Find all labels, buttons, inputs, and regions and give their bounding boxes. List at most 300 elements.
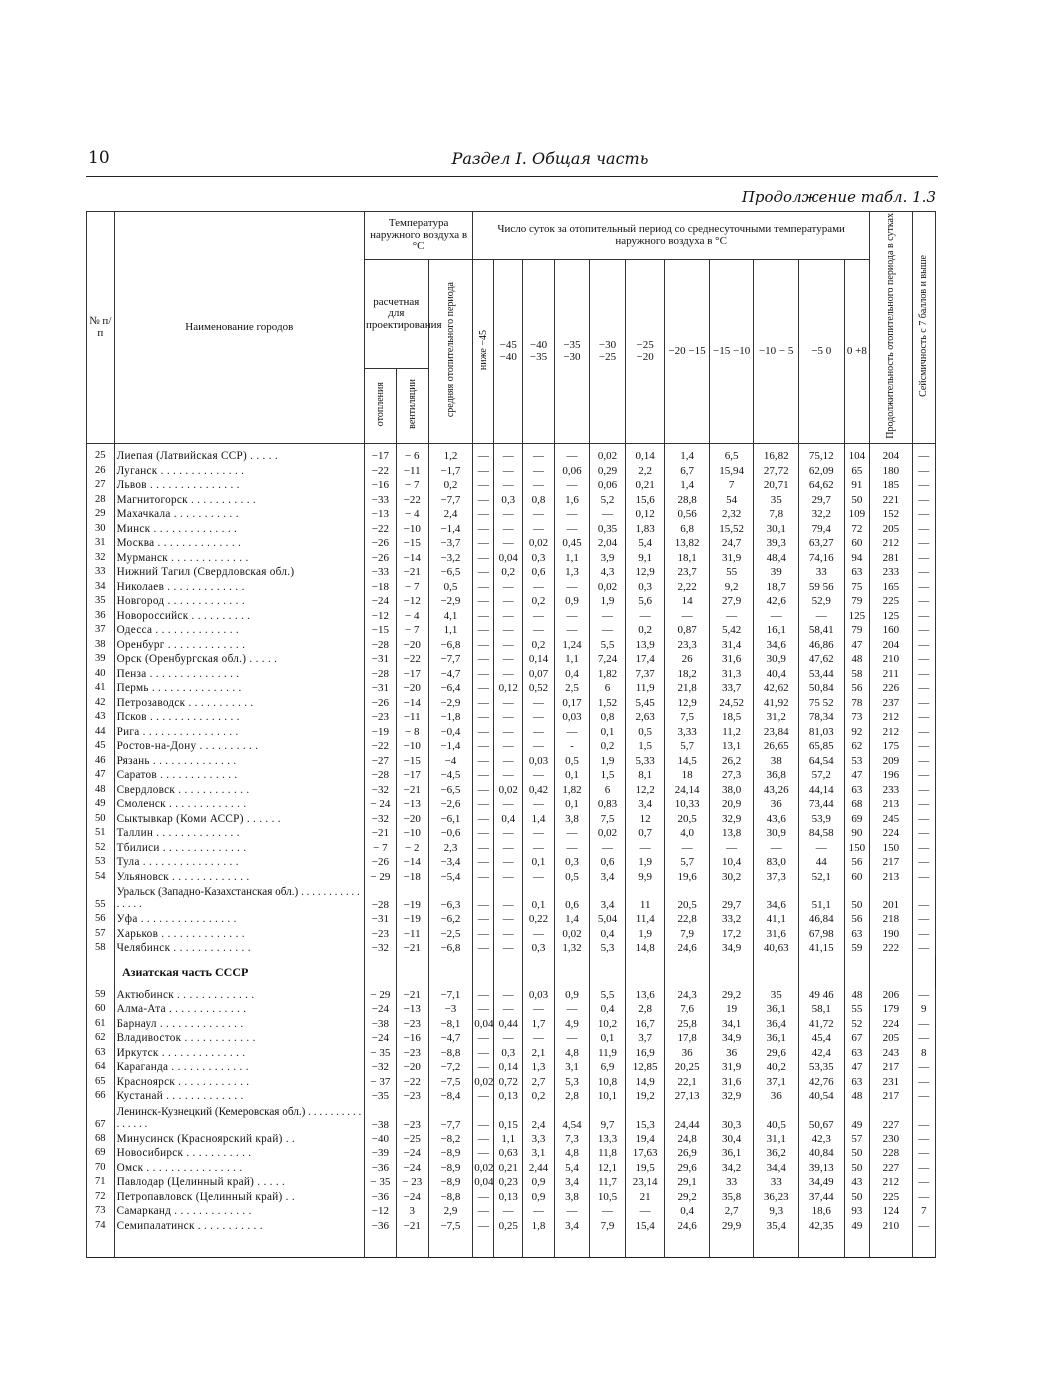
data-cell: −22 xyxy=(365,522,397,537)
data-cell: 59 56 xyxy=(798,580,844,595)
data-cell: — xyxy=(473,988,494,1003)
data-cell: 7 xyxy=(912,1204,935,1219)
data-cell: 3,1 xyxy=(523,1146,555,1161)
data-cell: 3,4 xyxy=(554,1175,589,1190)
data-cell: — xyxy=(494,988,523,1003)
data-cell: 75,12 xyxy=(798,444,844,464)
data-cell: — xyxy=(494,754,523,769)
data-cell: — xyxy=(554,725,589,740)
data-cell: −33 xyxy=(365,493,397,508)
table-row xyxy=(87,565,936,580)
data-cell: −20 xyxy=(396,681,428,696)
data-cell: 233 xyxy=(870,783,912,798)
data-cell: 0,14 xyxy=(494,1060,523,1075)
data-cell: 0,8 xyxy=(523,493,555,508)
data-cell: — xyxy=(589,623,625,638)
data-cell: −22 xyxy=(396,652,428,667)
data-cell: −8,2 xyxy=(428,1132,473,1147)
data-cell: 35 xyxy=(754,493,799,508)
data-cell: — xyxy=(494,507,523,522)
data-cell: 0,9 xyxy=(554,594,589,609)
data-cell: 2,7 xyxy=(709,1204,754,1219)
data-cell: 63 xyxy=(844,783,870,798)
data-cell: 0,4 xyxy=(589,1002,625,1017)
data-cell: — xyxy=(912,797,935,812)
data-cell: — xyxy=(912,507,935,522)
city-name: Новгород . . . . . . . . . . . . . xyxy=(114,594,364,609)
row-number: 56 xyxy=(87,912,115,927)
data-cell: 79,4 xyxy=(798,522,844,537)
data-cell: 65 xyxy=(844,464,870,479)
table-row xyxy=(87,754,936,769)
data-cell: — xyxy=(912,1104,935,1132)
data-cell: 0,04 xyxy=(474,1017,494,1030)
city-name: Одесса . . . . . . . . . . . . . . xyxy=(114,623,364,638)
city-name: Смоленск . . . . . . . . . . . . . xyxy=(114,797,364,812)
data-cell: 0,1 xyxy=(523,884,555,912)
data-cell: 38,0 xyxy=(709,783,754,798)
data-cell: 0,02 xyxy=(589,580,625,595)
data-cell: — xyxy=(473,638,494,653)
data-cell: 1,52 xyxy=(589,696,625,711)
data-cell: 79 xyxy=(844,594,870,609)
data-cell: — xyxy=(912,1089,935,1104)
col-header-name: Наименование городов xyxy=(114,212,364,444)
city-name: Иркутск . . . . . . . . . . . . . . xyxy=(114,1046,364,1061)
data-cell: 23,7 xyxy=(665,565,710,580)
row-number: 37 xyxy=(87,623,115,638)
data-cell: 0,02 xyxy=(554,927,589,942)
data-cell: −1,4 xyxy=(428,522,473,537)
data-cell: 29,7 xyxy=(709,884,754,912)
data-cell: −6,3 xyxy=(428,884,473,912)
data-cell: — xyxy=(589,609,625,624)
city-name: Псков . . . . . . . . . . . . . . . xyxy=(114,710,364,725)
data-cell: — xyxy=(473,507,494,522)
data-cell: − 4 xyxy=(396,609,428,624)
row-number: 35 xyxy=(87,594,115,609)
data-cell: — xyxy=(473,783,494,798)
data-cell: 7,9 xyxy=(589,1219,625,1258)
data-cell: 40,63 xyxy=(754,941,799,956)
data-cell: 11,7 xyxy=(589,1175,625,1190)
data-cell: 245 xyxy=(870,812,912,827)
data-cell: 1,7 xyxy=(523,1017,555,1032)
data-cell: 0,6 xyxy=(554,884,589,912)
city-name: Уральск (Западно-Казахстанская обл.) . . . . . . . . . . . . . . . . xyxy=(114,884,364,912)
data-cell: −21 xyxy=(396,988,428,1003)
data-cell: — xyxy=(912,768,935,783)
data-cell: −31 xyxy=(365,681,397,696)
data-cell: 57,2 xyxy=(798,768,844,783)
col-header-range-45-40: −45 −40 xyxy=(494,260,523,444)
data-cell: — xyxy=(494,580,523,595)
data-cell: 22,1 xyxy=(665,1075,710,1090)
data-cell: 18,7 xyxy=(754,580,799,595)
data-cell: — xyxy=(912,1190,935,1205)
table-row xyxy=(87,507,936,522)
data-cell: 41,72 xyxy=(798,1017,844,1032)
data-cell: 0,29 xyxy=(589,464,625,479)
data-cell: 24,14 xyxy=(665,783,710,798)
data-cell: 218 xyxy=(870,912,912,927)
data-cell: −12 xyxy=(396,594,428,609)
table-row xyxy=(87,1204,936,1219)
data-cell: — xyxy=(912,609,935,624)
data-cell: 63 xyxy=(844,927,870,942)
data-cell: 31,6 xyxy=(709,1075,754,1090)
city-name: Луганск . . . . . . . . . . . . . . xyxy=(114,464,364,479)
data-cell: 0,9 xyxy=(554,988,589,1003)
data-cell: 16,1 xyxy=(754,623,799,638)
data-cell: 23,3 xyxy=(665,638,710,653)
data-cell: — xyxy=(494,478,523,493)
data-cell: −23 xyxy=(396,1017,428,1032)
data-cell: — xyxy=(554,522,589,537)
data-cell: 7,5 xyxy=(665,710,710,725)
data-cell: — xyxy=(912,1219,935,1258)
row-number: 71 xyxy=(87,1175,115,1190)
data-cell: 13,3 xyxy=(589,1132,625,1147)
data-cell: 1,3 xyxy=(554,565,589,580)
data-cell: 75 xyxy=(844,580,870,595)
data-cell: −22 xyxy=(396,1075,428,1090)
data-cell: — xyxy=(912,580,935,595)
data-cell: 32,2 xyxy=(798,507,844,522)
data-cell: 2,32 xyxy=(709,507,754,522)
data-cell: 18,6 xyxy=(798,1204,844,1219)
data-cell: — xyxy=(912,841,935,856)
data-cell: — xyxy=(494,768,523,783)
data-cell: 7,24 xyxy=(589,652,625,667)
data-cell: — xyxy=(523,710,555,725)
data-cell: 19,6 xyxy=(665,870,710,885)
city-name: Актюбинск . . . . . . . . . . . . . xyxy=(114,988,364,1003)
data-cell: 0,5 xyxy=(428,580,473,595)
data-cell: — xyxy=(473,841,494,856)
data-cell: 2,7 xyxy=(523,1075,555,1090)
city-name: Павлодар (Целинный край) . . . . . xyxy=(114,1175,364,1190)
data-cell: 29,6 xyxy=(754,1046,799,1061)
running-head: Раздел I. Общая часть xyxy=(451,149,649,168)
data-cell: 0,4 xyxy=(494,812,523,827)
data-cell: 0,35 xyxy=(589,522,625,537)
data-cell: 56 xyxy=(844,912,870,927)
table-row xyxy=(87,1060,936,1075)
data-cell: − 35 xyxy=(365,1046,397,1061)
col-header-seismic: Сейсмичность с 7 баллов и выше xyxy=(912,212,935,444)
data-cell: — xyxy=(554,1031,589,1046)
data-cell: 225 xyxy=(870,594,912,609)
data-cell: — xyxy=(494,927,523,942)
city-name: Тбилиси . . . . . . . . . . . . . . xyxy=(114,841,364,856)
data-cell: 19 xyxy=(709,1002,754,1017)
data-cell: −2,6 xyxy=(428,797,473,812)
data-cell: 6,7 xyxy=(665,464,710,479)
data-cell: 1,24 xyxy=(554,638,589,653)
table-row xyxy=(87,725,936,740)
data-cell: −7,2 xyxy=(428,1060,473,1075)
data-cell: −24 xyxy=(396,1161,428,1176)
data-cell: −28 xyxy=(365,667,397,682)
data-cell: 0,6 xyxy=(589,855,625,870)
data-cell: 50 xyxy=(844,1146,870,1161)
data-cell: − 23 xyxy=(396,1175,428,1190)
data-cell: 204 xyxy=(870,444,912,464)
data-cell: — xyxy=(473,941,494,956)
data-cell: − 37 xyxy=(365,1075,397,1090)
data-cell: −21 xyxy=(365,826,397,841)
data-cell: 10,4 xyxy=(709,855,754,870)
table-row xyxy=(87,1161,936,1176)
data-cell: 40,84 xyxy=(798,1146,844,1161)
data-cell: 5,7 xyxy=(665,855,710,870)
data-cell: −23 xyxy=(365,710,397,725)
data-cell: — xyxy=(473,681,494,696)
data-cell: — xyxy=(494,522,523,537)
data-cell: 0,15 xyxy=(494,1104,523,1132)
data-cell: 3,7 xyxy=(626,1031,665,1046)
data-cell: 10,5 xyxy=(589,1190,625,1205)
data-cell: −32 xyxy=(365,812,397,827)
data-cell: 29,2 xyxy=(665,1190,710,1205)
city-name: Ростов-на-Дону . . . . . . . . . . xyxy=(114,739,364,754)
data-cell: — xyxy=(473,594,494,609)
data-cell: — xyxy=(494,1204,523,1219)
data-cell: −36 xyxy=(365,1219,397,1258)
table-row xyxy=(87,783,936,798)
data-cell: 150 xyxy=(870,841,912,856)
city-name: Оренбург . . . . . . . . . . . . . xyxy=(114,638,364,653)
table-row xyxy=(87,855,936,870)
data-cell: 4,8 xyxy=(554,1046,589,1061)
data-cell: 160 xyxy=(870,623,912,638)
data-cell: −17 xyxy=(365,444,397,464)
table-row xyxy=(87,1031,936,1046)
data-cell: 42,4 xyxy=(798,1046,844,1061)
data-cell: 34,49 xyxy=(798,1175,844,1190)
data-cell: 227 xyxy=(870,1104,912,1132)
data-cell: — xyxy=(494,826,523,841)
data-cell: 10,1 xyxy=(589,1089,625,1104)
data-cell: 62,09 xyxy=(798,464,844,479)
data-cell: 5,4 xyxy=(554,1161,589,1176)
data-cell: −6,1 xyxy=(428,812,473,827)
data-cell: 12,9 xyxy=(665,696,710,711)
data-cell: — xyxy=(494,855,523,870)
climate-table xyxy=(86,211,936,1258)
data-cell: 1,8 xyxy=(523,1219,555,1258)
data-cell: 30,2 xyxy=(709,870,754,885)
table-row xyxy=(87,681,936,696)
data-cell: 42,62 xyxy=(754,681,799,696)
data-cell: — xyxy=(473,1031,494,1046)
data-cell: 3,1 xyxy=(554,1060,589,1075)
table-row xyxy=(87,594,936,609)
row-number: 27 xyxy=(87,478,115,493)
row-number: 69 xyxy=(87,1146,115,1161)
data-cell: 243 xyxy=(870,1046,912,1061)
data-cell: 5,33 xyxy=(626,754,665,769)
data-cell: 0,5 xyxy=(554,754,589,769)
data-cell: 213 xyxy=(870,870,912,885)
data-cell: 0,2 xyxy=(589,739,625,754)
data-cell: — xyxy=(912,623,935,638)
data-cell: 67,98 xyxy=(798,927,844,942)
data-cell: 50 xyxy=(844,1161,870,1176)
data-cell: 221 xyxy=(870,493,912,508)
data-cell: 20,9 xyxy=(709,797,754,812)
data-cell: — xyxy=(554,507,589,522)
data-cell: — xyxy=(494,594,523,609)
data-cell: 5,42 xyxy=(709,623,754,638)
data-cell: −4 xyxy=(428,754,473,769)
data-cell: 1,82 xyxy=(589,667,625,682)
data-cell: — xyxy=(554,1002,589,1017)
data-cell: 31,4 xyxy=(709,638,754,653)
data-cell: 30,9 xyxy=(754,826,799,841)
data-cell: 124 xyxy=(870,1204,912,1219)
data-cell: — xyxy=(912,855,935,870)
data-cell: 0,4 xyxy=(589,927,625,942)
row-number: 45 xyxy=(87,739,115,754)
data-cell: 0,14 xyxy=(523,652,555,667)
data-cell: 17,2 xyxy=(709,927,754,942)
data-cell: −16 xyxy=(396,1031,428,1046)
city-name: Караганда . . . . . . . . . . . . . xyxy=(114,1060,364,1075)
city-name: Ульяновск . . . . . . . . . . . . . xyxy=(114,870,364,885)
data-cell: — xyxy=(912,941,935,956)
data-cell: — xyxy=(473,884,494,912)
data-cell: — xyxy=(912,1161,935,1176)
data-cell: — xyxy=(523,478,555,493)
data-cell: 0,03 xyxy=(523,988,555,1003)
data-cell: 63 xyxy=(844,1075,870,1090)
data-cell: 4,54 xyxy=(554,1104,589,1132)
data-cell: 1,9 xyxy=(626,927,665,942)
row-number: 32 xyxy=(87,551,115,566)
row-number: 34 xyxy=(87,580,115,595)
data-cell: 21 xyxy=(626,1190,665,1205)
row-number: 52 xyxy=(87,841,115,856)
data-cell: 224 xyxy=(870,826,912,841)
data-cell: 0,6 xyxy=(523,565,555,580)
data-cell: 1,4 xyxy=(554,912,589,927)
data-cell: 104 xyxy=(844,444,870,464)
data-cell: — xyxy=(494,464,523,479)
data-cell: −12 xyxy=(365,609,397,624)
data-cell: 0,3 xyxy=(626,580,665,595)
data-cell: −38 xyxy=(365,1104,397,1132)
data-cell: 0,02 xyxy=(474,1161,494,1174)
data-cell: — xyxy=(473,1190,494,1205)
data-cell: — xyxy=(473,768,494,783)
data-cell: −19 xyxy=(365,725,397,740)
data-cell: 231 xyxy=(870,1075,912,1090)
data-cell: — xyxy=(912,1146,935,1161)
data-cell: 5,45 xyxy=(626,696,665,711)
data-cell: −21 xyxy=(396,783,428,798)
data-cell: 74,16 xyxy=(798,551,844,566)
data-cell: — xyxy=(473,1146,494,1161)
data-cell: 17,4 xyxy=(626,652,665,667)
row-number: 63 xyxy=(87,1046,115,1061)
data-cell: — xyxy=(523,1204,555,1219)
data-cell: 1,3 xyxy=(523,1060,555,1075)
data-cell: 48 xyxy=(844,988,870,1003)
data-cell: — xyxy=(554,580,589,595)
data-cell: 7,37 xyxy=(626,667,665,682)
data-cell: 35,4 xyxy=(754,1219,799,1258)
data-cell: 0,7 xyxy=(626,826,665,841)
data-cell: 37,3 xyxy=(754,870,799,885)
data-cell: 39,3 xyxy=(754,536,799,551)
data-cell: — xyxy=(473,565,494,580)
data-cell: — xyxy=(554,609,589,624)
city-name: Петрозаводск . . . . . . . . . . . xyxy=(114,696,364,711)
data-cell: 1,5 xyxy=(626,739,665,754)
data-cell: 125 xyxy=(844,609,870,624)
data-cell: 78 xyxy=(844,696,870,711)
data-cell: −19 xyxy=(396,912,428,927)
data-cell: 5,5 xyxy=(589,988,625,1003)
data-cell: 0,2 xyxy=(626,623,665,638)
data-cell: 0,3 xyxy=(523,941,555,956)
data-cell: −15 xyxy=(365,623,397,638)
data-cell: 31,6 xyxy=(709,652,754,667)
data-cell: −0,6 xyxy=(428,826,473,841)
table-row xyxy=(87,841,936,856)
data-cell: — xyxy=(554,1204,589,1219)
data-cell: 42,76 xyxy=(798,1075,844,1090)
data-cell: 52 xyxy=(844,1017,870,1032)
data-cell: 205 xyxy=(870,1031,912,1046)
data-cell: 32,9 xyxy=(709,812,754,827)
city-name: Таллин . . . . . . . . . . . . . . xyxy=(114,826,364,841)
data-cell: 210 xyxy=(870,1219,912,1258)
data-cell: 204 xyxy=(870,638,912,653)
data-cell: 0,02 xyxy=(589,826,625,841)
table-row xyxy=(87,1089,936,1104)
data-cell: − 29 xyxy=(365,870,397,885)
row-number: 60 xyxy=(87,1002,115,1017)
data-cell: 0,56 xyxy=(665,507,710,522)
data-cell: 24,8 xyxy=(665,1132,710,1147)
data-cell: 7,8 xyxy=(754,507,799,522)
table-row xyxy=(87,884,936,912)
data-cell: 1,4 xyxy=(665,478,710,493)
data-cell: 1,9 xyxy=(589,594,625,609)
data-cell: 14,9 xyxy=(626,1075,665,1090)
data-cell: 53,44 xyxy=(798,667,844,682)
data-cell: 152 xyxy=(870,507,912,522)
city-name: Мурманск . . . . . . . . . . . . . xyxy=(114,551,364,566)
data-cell: 20,5 xyxy=(665,812,710,827)
data-cell: — xyxy=(754,841,799,856)
data-cell: 15,6 xyxy=(626,493,665,508)
data-cell: — xyxy=(665,609,710,624)
data-cell: 58 xyxy=(844,667,870,682)
table-row xyxy=(87,638,936,653)
data-cell: — xyxy=(494,870,523,885)
col-header-range-40-35: −40 −35 xyxy=(523,260,555,444)
header-rule xyxy=(86,176,938,177)
table-row xyxy=(87,941,936,956)
col-header-avg-heating: средняя отопительного периода xyxy=(428,260,473,444)
data-cell: −23 xyxy=(396,1089,428,1104)
data-cell: 13,8 xyxy=(709,826,754,841)
data-cell: 36,1 xyxy=(754,1002,799,1017)
